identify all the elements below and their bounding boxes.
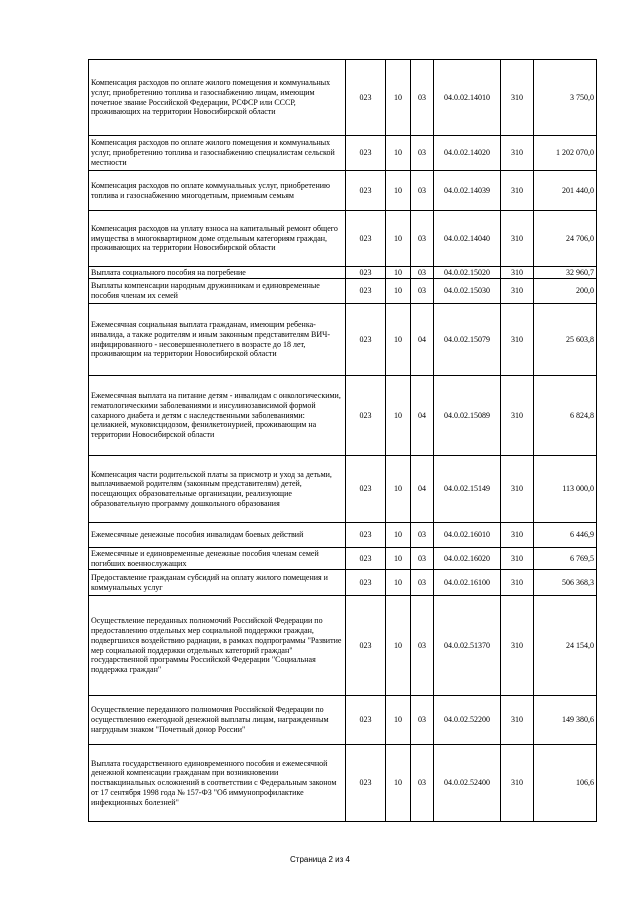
expense-kind-code: 310 — [501, 136, 534, 171]
table-row — [89, 523, 597, 548]
subsection-code: 03 — [411, 136, 434, 171]
row-description: Предоставление гражданам субсидий на оплату жилого помещения и коммунальных услуг — [89, 570, 346, 596]
row-description: Ежемесячные и единовременные денежные пособия членам семей погибших военнослужащих — [89, 548, 346, 570]
expense-kind-code: 310 — [501, 171, 534, 211]
subsection-code: 03 — [411, 60, 434, 136]
row-description: Компенсация расходов по оплате жилого помещения и коммунальных услуг, приобретению топлива и газоснабжению лицам, имеющим почетное звание Российской Федерации, РСФСР или СССР, проживающих на территории Новосибирской области — [89, 60, 346, 136]
page-number: Страница 2 из 4 — [290, 855, 350, 864]
row-description: Компенсация расходов по оплате коммунальных услуг, приобретению топлива и газоснабжению многодетным, приемным семьям — [89, 171, 346, 211]
table-row — [89, 60, 597, 136]
amount-value: 3 750,0 — [534, 60, 597, 136]
section-code: 10 — [386, 696, 411, 745]
amount-value: 149 380,6 — [534, 696, 597, 745]
expense-kind-code: 310 — [501, 279, 534, 304]
section-code: 10 — [386, 548, 411, 570]
table-row — [89, 456, 597, 523]
subsection-code: 03 — [411, 523, 434, 548]
section-code: 10 — [386, 60, 411, 136]
row-description: Компенсация части родительской платы за присмотр и уход за детьми, выплачиваемой родителям (законным представителям) детей, посещающих образовательные организации, реализующие образовательную программу дошкольного образования — [89, 456, 346, 523]
subsection-code: 03 — [411, 696, 434, 745]
row-description: Компенсация расходов по оплате жилого помещения и коммунальных услуг, приобретению топлива и газоснабжению специалистам сельской местности — [89, 136, 346, 171]
expense-kind-code: 310 — [501, 376, 534, 456]
amount-value: 25 603,8 — [534, 304, 597, 376]
subsection-code: 03 — [411, 171, 434, 211]
expense-kind-code: 310 — [501, 211, 534, 267]
section-code: 10 — [386, 456, 411, 523]
table-row — [89, 570, 597, 596]
section-code: 10 — [386, 523, 411, 548]
admin-code: 023 — [346, 596, 386, 696]
admin-code: 023 — [346, 211, 386, 267]
admin-code: 023 — [346, 376, 386, 456]
section-code: 10 — [386, 171, 411, 211]
row-description: Ежемесячная социальная выплата гражданам, имеющим ребенка-инвалида, а также родителям и иным законным представителям ВИЧ-инфицированного - несовершеннолетнего в возрасте до 18 лет, проживающим на территории Новосибирской области — [89, 304, 346, 376]
table-row — [89, 745, 597, 822]
expense-kind-code: 310 — [501, 696, 534, 745]
subsection-code: 03 — [411, 745, 434, 822]
target-article-code: 04.0.02.16010 — [434, 523, 501, 548]
target-article-code: 04.0.02.16100 — [434, 570, 501, 596]
expense-kind-code: 310 — [501, 456, 534, 523]
amount-value: 24 706,0 — [534, 211, 597, 267]
target-article-code: 04.0.02.15149 — [434, 456, 501, 523]
table-row — [89, 548, 597, 570]
amount-value: 24 154,0 — [534, 596, 597, 696]
section-code: 10 — [386, 376, 411, 456]
target-article-code: 04.0.02.52200 — [434, 696, 501, 745]
amount-value: 6 769,5 — [534, 548, 597, 570]
row-description: Осуществление переданных полномочий Российской Федерации по предоставлению отдельных мер социальной поддержки граждан, подвергшихся воздействию радиации, в рамках подпрограммы "Развитие мер социальной поддержки отдельных категорий граждан" государственной программы Российской Федерации "Социальная поддержка граждан" — [89, 596, 346, 696]
budget-table-body — [89, 60, 597, 822]
expense-kind-code: 310 — [501, 548, 534, 570]
table-row — [89, 596, 597, 696]
target-article-code: 04.0.02.14039 — [434, 171, 501, 211]
admin-code: 023 — [346, 745, 386, 822]
amount-value: 113 000,0 — [534, 456, 597, 523]
table-row — [89, 136, 597, 171]
admin-code: 023 — [346, 304, 386, 376]
table-row — [89, 376, 597, 456]
admin-code: 023 — [346, 456, 386, 523]
table-row — [89, 279, 597, 304]
target-article-code: 04.0.02.15079 — [434, 304, 501, 376]
subsection-code: 03 — [411, 596, 434, 696]
target-article-code: 04.0.02.14010 — [434, 60, 501, 136]
subsection-code: 04 — [411, 304, 434, 376]
target-article-code: 04.0.02.15089 — [434, 376, 501, 456]
amount-value: 106,6 — [534, 745, 597, 822]
target-article-code: 04.0.02.16020 — [434, 548, 501, 570]
expense-kind-code: 310 — [501, 304, 534, 376]
amount-value: 1 202 070,0 — [534, 136, 597, 171]
table-row — [89, 267, 597, 279]
section-code: 10 — [386, 745, 411, 822]
row-description: Ежемесячные денежные пособия инвалидам боевых действий — [89, 523, 346, 548]
target-article-code: 04.0.02.14040 — [434, 211, 501, 267]
admin-code: 023 — [346, 570, 386, 596]
subsection-code: 03 — [411, 267, 434, 279]
section-code: 10 — [386, 279, 411, 304]
subsection-code: 03 — [411, 570, 434, 596]
budget-table — [88, 59, 597, 822]
row-description: Ежемесячная выплата на питание детям - инвалидам с онкологическими, гематологическими заболеваниями и инсулинозависимой формой сахарного диабета и детям с наследственными заболеваниями: целиакией, муковисцидозом, фенилкетонурией, проживающим на территории Новосибирской области — [89, 376, 346, 456]
subsection-code: 04 — [411, 456, 434, 523]
subsection-code: 03 — [411, 211, 434, 267]
table-row — [89, 696, 597, 745]
amount-value: 506 368,3 — [534, 570, 597, 596]
table-row — [89, 171, 597, 211]
section-code: 10 — [386, 211, 411, 267]
section-code: 10 — [386, 596, 411, 696]
target-article-code: 04.0.02.15020 — [434, 267, 501, 279]
admin-code: 023 — [346, 267, 386, 279]
expense-kind-code: 310 — [501, 596, 534, 696]
section-code: 10 — [386, 136, 411, 171]
expense-kind-code: 310 — [501, 523, 534, 548]
row-description: Выплата государственного единовременного пособия и ежемесячной денежной компенсации гражданам при возникновении поствакцинальных осложнений в соответствии с Федеральным законом от 17 сентября 1998 года № 157-ФЗ "Об иммунопрофилактике инфекционных болезней" — [89, 745, 346, 822]
amount-value: 32 960,7 — [534, 267, 597, 279]
target-article-code: 04.0.02.52400 — [434, 745, 501, 822]
expense-kind-code: 310 — [501, 745, 534, 822]
expense-kind-code: 310 — [501, 267, 534, 279]
target-article-code: 04.0.02.14020 — [434, 136, 501, 171]
table-row — [89, 304, 597, 376]
admin-code: 023 — [346, 279, 386, 304]
admin-code: 023 — [346, 696, 386, 745]
target-article-code: 04.0.02.15030 — [434, 279, 501, 304]
expense-kind-code: 310 — [501, 570, 534, 596]
amount-value: 200,0 — [534, 279, 597, 304]
admin-code: 023 — [346, 136, 386, 171]
subsection-code: 03 — [411, 279, 434, 304]
section-code: 10 — [386, 304, 411, 376]
section-code: 10 — [386, 267, 411, 279]
target-article-code: 04.0.02.51370 — [434, 596, 501, 696]
admin-code: 023 — [346, 60, 386, 136]
row-description: Компенсация расходов на уплату взноса на капитальный ремонт общего имущества в многоквартирном доме отдельным категориям граждан, проживающих на территории Новосибирской области — [89, 211, 346, 267]
section-code: 10 — [386, 570, 411, 596]
subsection-code: 03 — [411, 548, 434, 570]
row-description: Выплата социального пособия на погребение — [89, 267, 346, 279]
row-description: Выплаты компенсации народным дружинникам и единовременные пособия членам их семей — [89, 279, 346, 304]
amount-value: 6 824,8 — [534, 376, 597, 456]
expense-kind-code: 310 — [501, 60, 534, 136]
admin-code: 023 — [346, 548, 386, 570]
amount-value: 6 446,9 — [534, 523, 597, 548]
admin-code: 023 — [346, 171, 386, 211]
row-description: Осуществление переданного полномочия Российской Федерации по осуществлению ежегодной денежной выплаты лицам, награжденным нагрудным знаком "Почетный донор России" — [89, 696, 346, 745]
amount-value: 201 440,0 — [534, 171, 597, 211]
table-row — [89, 211, 597, 267]
subsection-code: 04 — [411, 376, 434, 456]
admin-code: 023 — [346, 523, 386, 548]
